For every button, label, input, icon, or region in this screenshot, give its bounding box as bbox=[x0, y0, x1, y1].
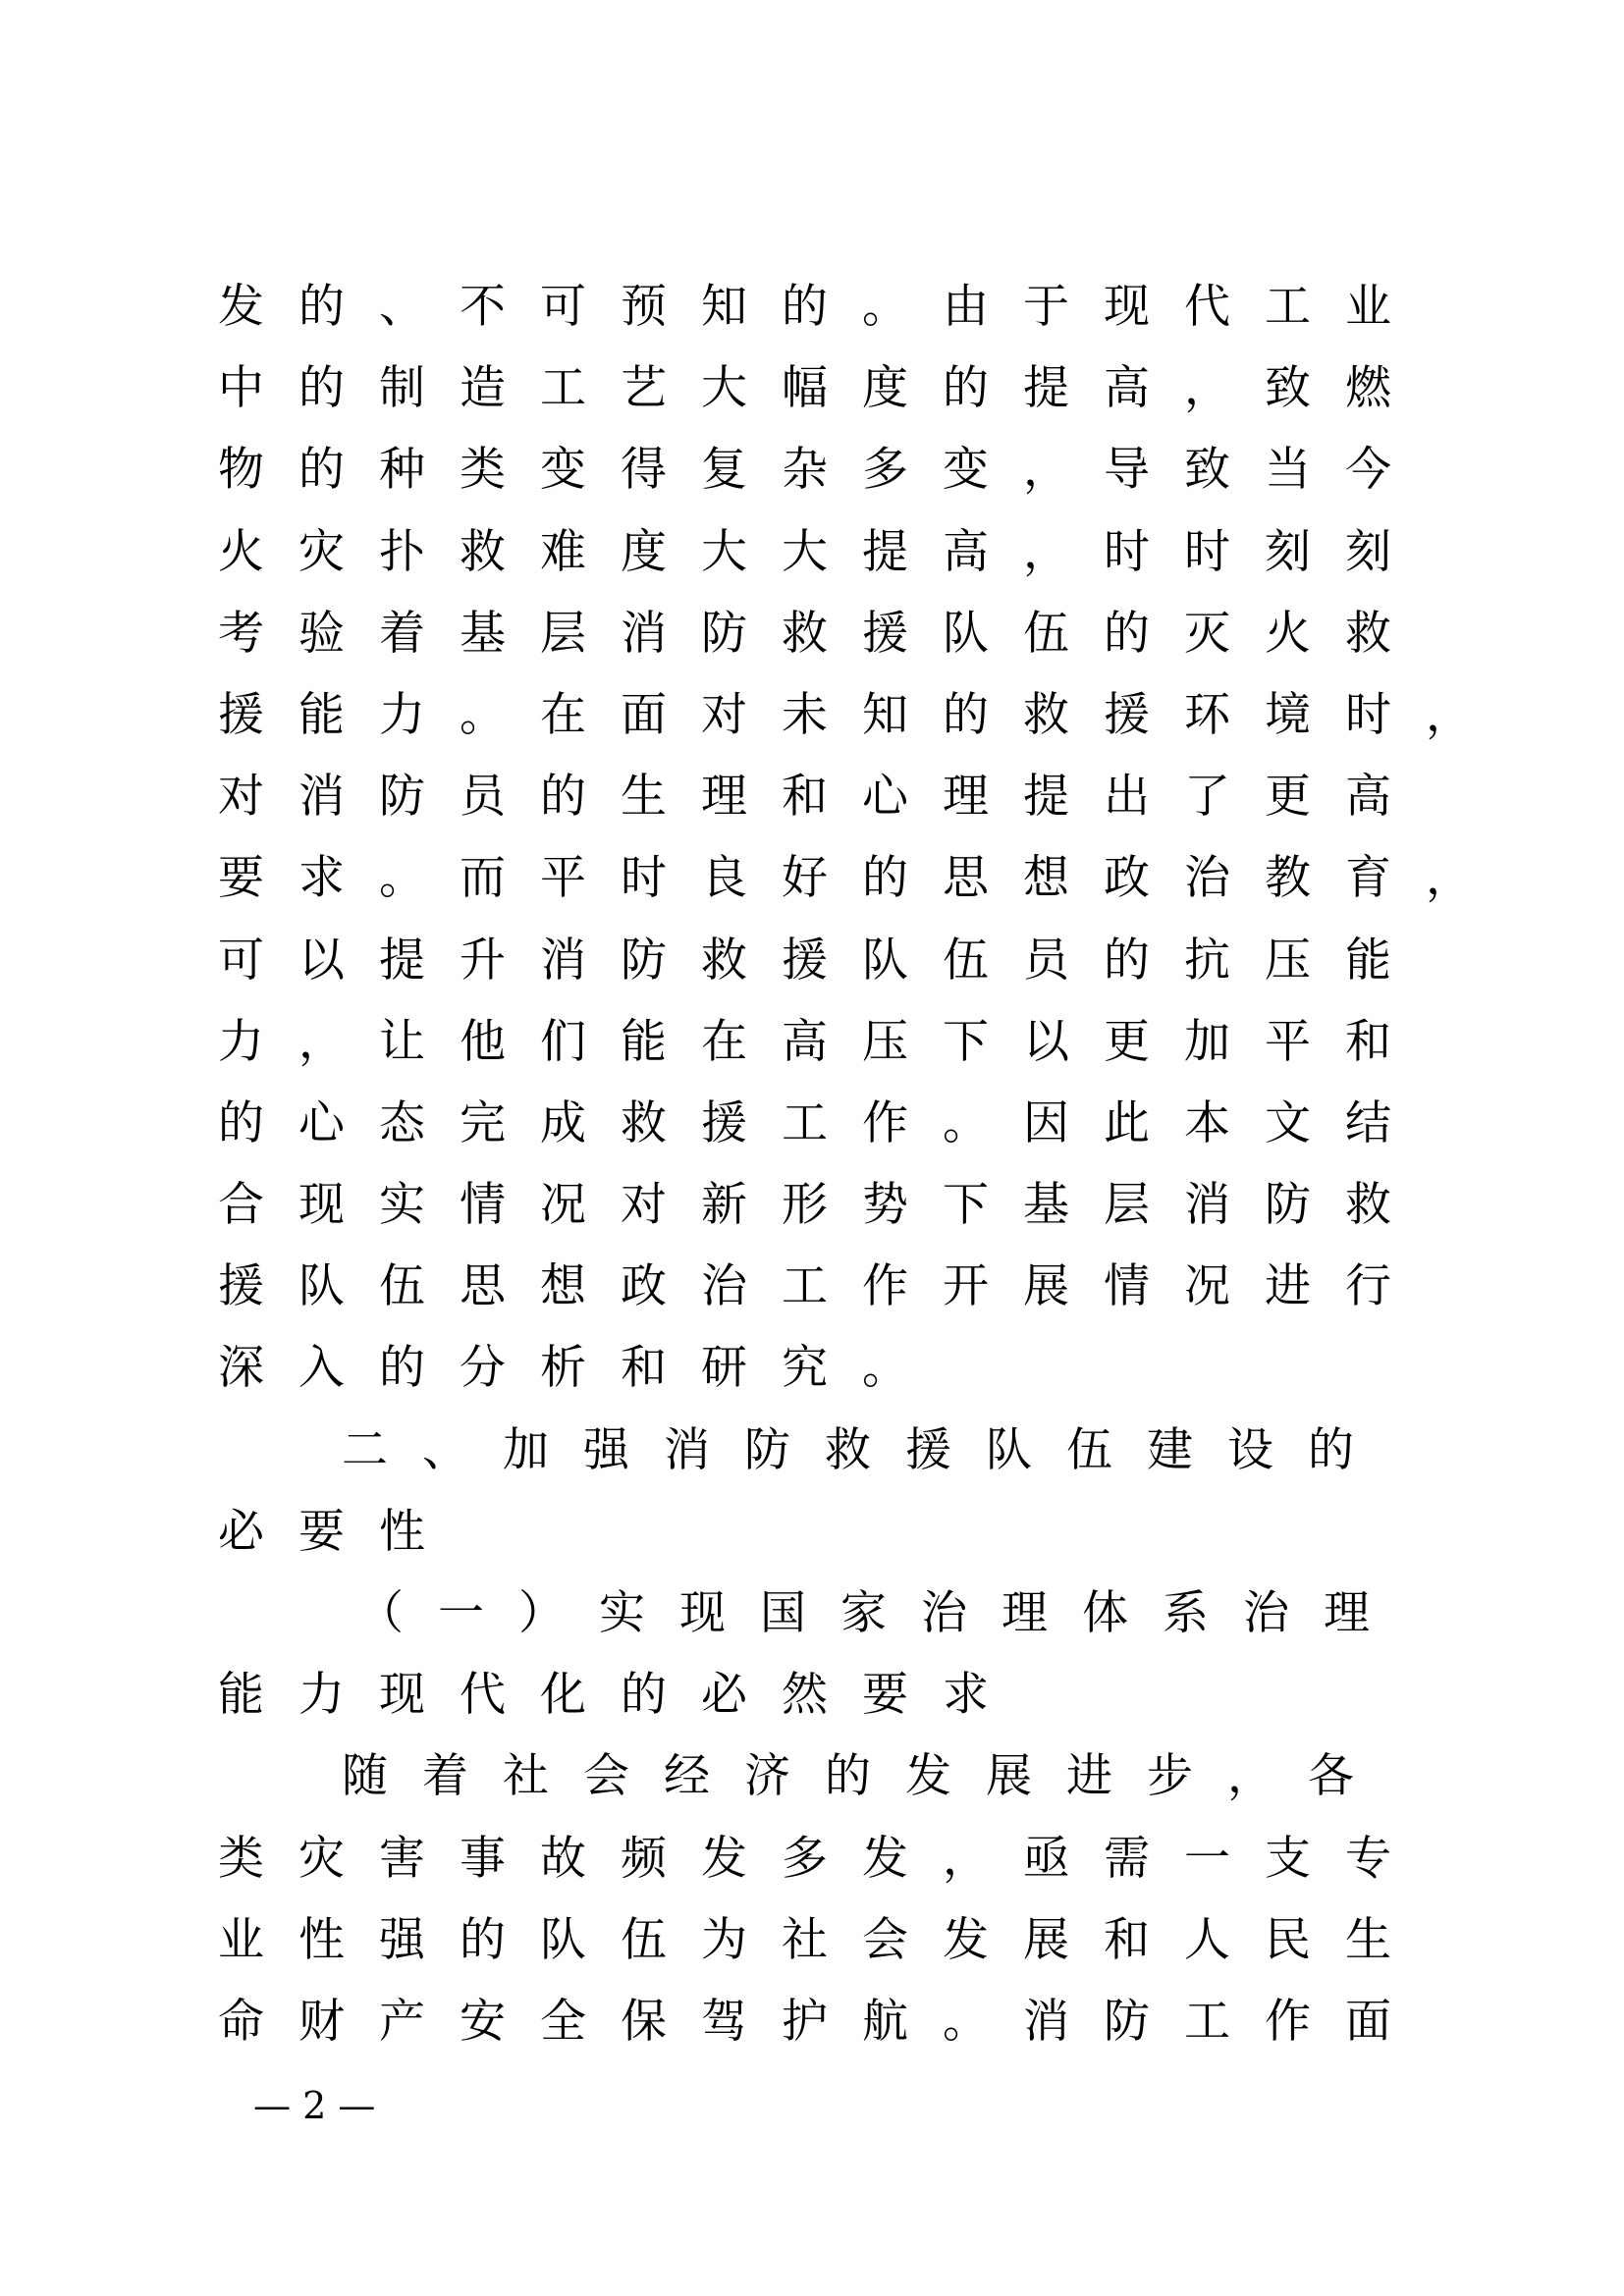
subsection-heading-continued: 能力现代化的必然要求 bbox=[218, 1668, 1023, 1723]
subsection-heading: （一）实现国家治理体系治理 bbox=[357, 1586, 1404, 1640]
text-line: 可以提升消防救援队伍员的抗压能 bbox=[218, 933, 1426, 988]
text-line: 要求。而平时良好的思想政治教育， bbox=[218, 851, 1506, 906]
page-number: — 2 — bbox=[253, 2084, 376, 2127]
text-line: 考验着基层消防救援队伍的灭火救 bbox=[218, 606, 1426, 661]
text-line: 深入的分析和研究。 bbox=[218, 1341, 943, 1396]
paragraph-start: 随着社会经济的发展进步，各 bbox=[342, 1749, 1388, 1804]
text-line: 合现实情况对新形势下基层消防救 bbox=[218, 1178, 1426, 1233]
text-line: 物的种类变得复杂多变，导致当今 bbox=[218, 443, 1426, 498]
text-line: 援能力。在面对未知的救援环境时， bbox=[218, 687, 1506, 742]
text-line: 的心态完成救援工作。因此本文结 bbox=[218, 1095, 1426, 1150]
text-line: 火灾扑救难度大大提高，时时刻刻 bbox=[218, 524, 1426, 579]
text-line: 援队伍思想政治工作开展情况进行 bbox=[218, 1259, 1426, 1314]
section-heading: 二、加强消防救援队伍建设的 bbox=[342, 1422, 1388, 1477]
text-line: 对消防员的生理和心理提出了更高 bbox=[218, 770, 1426, 825]
text-line: 力，让他们能在高压下以更加平和 bbox=[218, 1014, 1426, 1069]
section-heading-continued: 必要性 bbox=[218, 1504, 460, 1559]
text-line: 业性强的队伍为社会发展和人民生 bbox=[218, 1912, 1426, 1967]
text-line: 类灾害事故频发多发，亟需一支专 bbox=[218, 1831, 1426, 1886]
text-line: 中的制造工艺大幅度的提高，致燃 bbox=[218, 361, 1426, 416]
text-line: 发的、不可预知的。由于现代工业 bbox=[218, 280, 1426, 334]
text-line: 命财产安全保驾护航。消防工作面 bbox=[218, 1994, 1426, 2049]
body-text bbox=[218, 273, 1506, 2069]
